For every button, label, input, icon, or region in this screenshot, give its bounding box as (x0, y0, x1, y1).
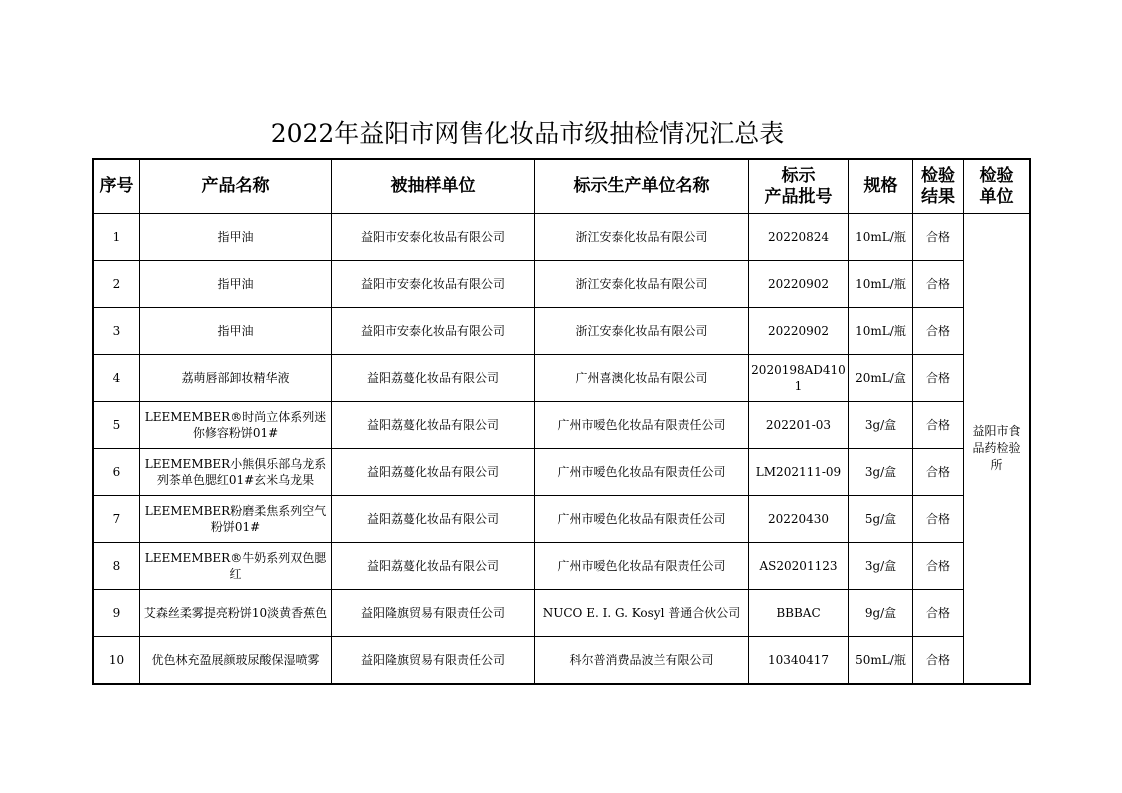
cell-spec: 20mL/盒 (849, 355, 913, 402)
cell-batch: 202201-03 (749, 402, 849, 449)
cell-manufacturer: 浙江安泰化妆品有限公司 (535, 214, 749, 261)
header-sampled-unit: 被抽样单位 (332, 160, 535, 214)
cell-sampled-unit: 益阳市安泰化妆品有限公司 (332, 308, 535, 355)
header-spec: 规格 (849, 160, 913, 214)
cell-batch: 2020198AD4101 (749, 355, 849, 402)
cell-result: 合格 (913, 402, 964, 449)
cell-batch: LM202111-09 (749, 449, 849, 496)
table-row (94, 261, 1030, 308)
cell-result: 合格 (913, 637, 964, 684)
header-manufacturer: 标示生产单位名称 (535, 160, 749, 214)
cell-inspector: 益阳市食品药检验所 (964, 214, 1030, 684)
header-seq: 序号 (94, 160, 140, 214)
cell-seq: 8 (94, 543, 140, 590)
cell-batch: AS20201123 (749, 543, 849, 590)
cell-sampled-unit: 益阳荔蔓化妆品有限公司 (332, 402, 535, 449)
cell-manufacturer: 浙江安泰化妆品有限公司 (535, 261, 749, 308)
cell-result: 合格 (913, 261, 964, 308)
cell-spec: 10mL/瓶 (849, 214, 913, 261)
cell-spec: 3g/盒 (849, 543, 913, 590)
table-row (94, 496, 1030, 543)
cell-product: LEEMEMBER粉磨柔焦系列空气粉饼01# (140, 496, 332, 543)
cell-sampled-unit: 益阳荔蔓化妆品有限公司 (332, 543, 535, 590)
cell-product: 指甲油 (140, 308, 332, 355)
table-header-row (94, 160, 1030, 214)
cell-manufacturer: 广州市嗳色化妆品有限责任公司 (535, 543, 749, 590)
cell-result: 合格 (913, 543, 964, 590)
cell-seq: 9 (94, 590, 140, 637)
cell-spec: 3g/盒 (849, 402, 913, 449)
cell-sampled-unit: 益阳市安泰化妆品有限公司 (332, 214, 535, 261)
header-product: 产品名称 (140, 160, 332, 214)
table-row (94, 543, 1030, 590)
cell-sampled-unit: 益阳市安泰化妆品有限公司 (332, 261, 535, 308)
cell-product: LEEMEMBER®时尚立体系列迷你修容粉饼01# (140, 402, 332, 449)
cell-sampled-unit: 益阳隆旗贸易有限责任公司 (332, 590, 535, 637)
table-row (94, 214, 1030, 261)
cell-seq: 7 (94, 496, 140, 543)
inspection-summary-table (93, 159, 1030, 684)
table-row (94, 590, 1030, 637)
cell-result: 合格 (913, 308, 964, 355)
cell-batch: 20220902 (749, 308, 849, 355)
cell-manufacturer: 广州喜澳化妆品有限公司 (535, 355, 749, 402)
header-inspector-line1: 检验 (979, 165, 1014, 186)
cell-manufacturer: 广州市嗳色化妆品有限责任公司 (535, 402, 749, 449)
cell-spec: 50mL/瓶 (849, 637, 913, 684)
cell-result: 合格 (913, 449, 964, 496)
cell-manufacturer: 广州市嗳色化妆品有限责任公司 (535, 449, 749, 496)
cell-batch: 20220430 (749, 496, 849, 543)
cell-spec: 10mL/瓶 (849, 308, 913, 355)
table-row (94, 308, 1030, 355)
cell-batch: BBBAC (749, 590, 849, 637)
cell-spec: 9g/盒 (849, 590, 913, 637)
cell-product: LEEMEMBER®牛奶系列双色腮红 (140, 543, 332, 590)
cell-sampled-unit: 益阳荔蔓化妆品有限公司 (332, 355, 535, 402)
cell-result: 合格 (913, 355, 964, 402)
page-title: 2022年益阳市网售化妆品市级抽检情况汇总表 (270, 119, 785, 148)
cell-sampled-unit: 益阳隆旗贸易有限责任公司 (332, 637, 535, 684)
cell-result: 合格 (913, 496, 964, 543)
cell-sampled-unit: 益阳荔蔓化妆品有限公司 (332, 449, 535, 496)
cell-seq: 1 (94, 214, 140, 261)
header-inspector-line2: 单位 (979, 186, 1014, 207)
header-batch-line2: 产品批号 (764, 186, 833, 207)
cell-manufacturer: NUCO E. I. G. Kosyl 普通合伙公司 (535, 590, 749, 637)
header-batch-line1: 标示 (781, 165, 816, 186)
cell-product: LEEMEMBER小熊俱乐部乌龙系列茶单色腮红01#玄米乌龙果 (140, 449, 332, 496)
cell-seq: 2 (94, 261, 140, 308)
cell-manufacturer: 浙江安泰化妆品有限公司 (535, 308, 749, 355)
cell-manufacturer: 科尔普消费品波兰有限公司 (535, 637, 749, 684)
cell-product: 优色林充盈展颜玻尿酸保湿喷雾 (140, 637, 332, 684)
cell-batch: 20220824 (749, 214, 849, 261)
cell-result: 合格 (913, 214, 964, 261)
header-result (913, 160, 964, 214)
cell-spec: 5g/盒 (849, 496, 913, 543)
cell-manufacturer: 广州市嗳色化妆品有限责任公司 (535, 496, 749, 543)
table-row (94, 355, 1030, 402)
cell-result: 合格 (913, 590, 964, 637)
cell-seq: 6 (94, 449, 140, 496)
cell-seq: 5 (94, 402, 140, 449)
header-result-line2: 结果 (921, 186, 955, 207)
table-row (94, 449, 1030, 496)
cell-seq: 3 (94, 308, 140, 355)
header-batch (749, 160, 849, 214)
table-row (94, 402, 1030, 449)
cell-product: 指甲油 (140, 261, 332, 308)
cell-seq: 10 (94, 637, 140, 684)
cell-seq: 4 (94, 355, 140, 402)
cell-sampled-unit: 益阳荔蔓化妆品有限公司 (332, 496, 535, 543)
header-inspector (964, 160, 1030, 214)
cell-product: 荔萌唇部卸妆精华液 (140, 355, 332, 402)
cell-batch: 10340417 (749, 637, 849, 684)
cell-batch: 20220902 (749, 261, 849, 308)
cell-spec: 3g/盒 (849, 449, 913, 496)
cell-product: 指甲油 (140, 214, 332, 261)
cell-product: 艾森丝柔雾提亮粉饼10淡黄香蕉色 (140, 590, 332, 637)
table-row (94, 637, 1030, 684)
cell-spec: 10mL/瓶 (849, 261, 913, 308)
header-result-line1: 检验 (921, 165, 955, 186)
